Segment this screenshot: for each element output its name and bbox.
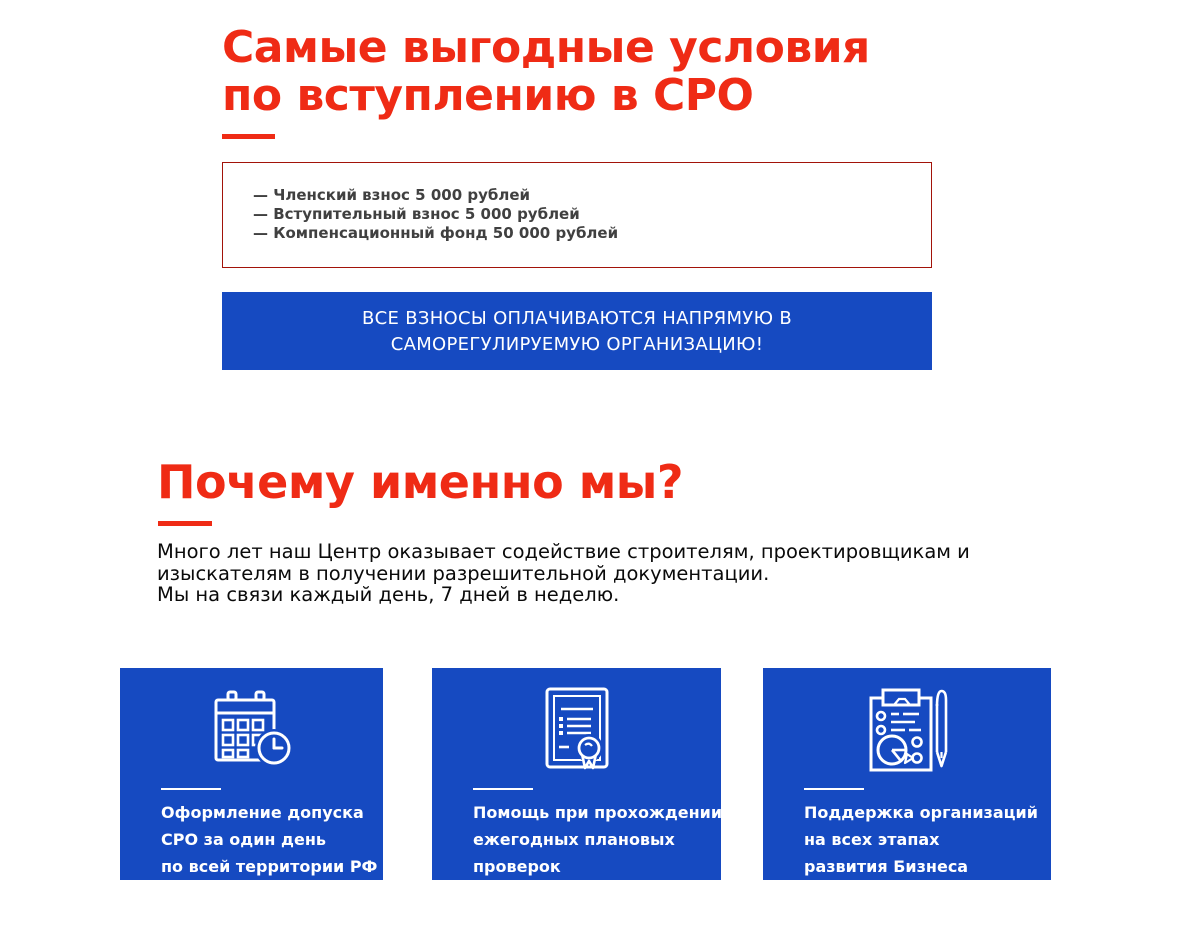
paragraph-line: Мы на связи каждый день, 7 дней в неделю. <box>157 583 620 606</box>
why-us-title: Почему именно мы? <box>157 455 684 509</box>
card-caption-line: ежегодных плановых <box>473 830 675 849</box>
benefit-card-fast-approval <box>120 668 383 880</box>
offers-title-line2: по вступлению в СРО <box>222 70 754 121</box>
card-caption <box>161 799 378 880</box>
offers-title-line1: Самые выгодные условия <box>222 22 870 73</box>
card-caption-line: Оформление допуска <box>161 803 364 822</box>
fees-banner-line2: САМОРЕГУЛИРУЕМУЮ ОРГАНИЗАЦИЮ! <box>390 334 764 355</box>
card-caption-line: на всех этапах <box>804 830 940 849</box>
fees-banner-line1: ВСЕ ВЗНОСЫ ОПЛАЧИВАЮТСЯ НАПРЯМУЮ В <box>362 308 792 329</box>
fee-item: — Вступительный взнос 5 000 рублей <box>253 205 580 223</box>
card-divider <box>804 788 864 790</box>
card-caption-line: Поддержка организаций <box>804 803 1038 822</box>
certificate-icon <box>432 686 721 778</box>
paragraph-line: Много лет наш Центр оказывает содействие строителям, проектировщикам и <box>157 540 970 563</box>
benefit-card-support <box>763 668 1051 880</box>
card-caption <box>473 799 723 880</box>
why-us-title-underline <box>158 521 212 526</box>
fees-box <box>222 162 932 268</box>
why-us-paragraph <box>157 541 970 606</box>
card-caption-line: СРО за один день <box>161 830 326 849</box>
card-caption <box>804 799 1043 880</box>
calendar-clock-icon <box>120 686 383 778</box>
clipboard-pen-icon <box>763 686 1051 778</box>
fee-item: — Компенсационный фонд 50 000 рублей <box>253 224 619 242</box>
offers-title-underline <box>222 134 275 139</box>
card-caption-line: по всей территории РФ <box>161 857 378 876</box>
benefit-card-inspections <box>432 668 721 880</box>
card-divider <box>161 788 221 790</box>
paragraph-line: изыскателям в получении разрешительной документации. <box>157 561 770 585</box>
offers-title <box>222 24 870 120</box>
fee-item: — Членский взнос 5 000 рублей <box>253 186 531 204</box>
card-divider <box>473 788 533 790</box>
card-caption-line: развития Бизнеса <box>804 857 969 876</box>
fees-banner <box>222 292 932 370</box>
card-caption-line: Помощь при прохождении <box>473 803 723 822</box>
card-caption-line: проверок <box>473 857 561 876</box>
